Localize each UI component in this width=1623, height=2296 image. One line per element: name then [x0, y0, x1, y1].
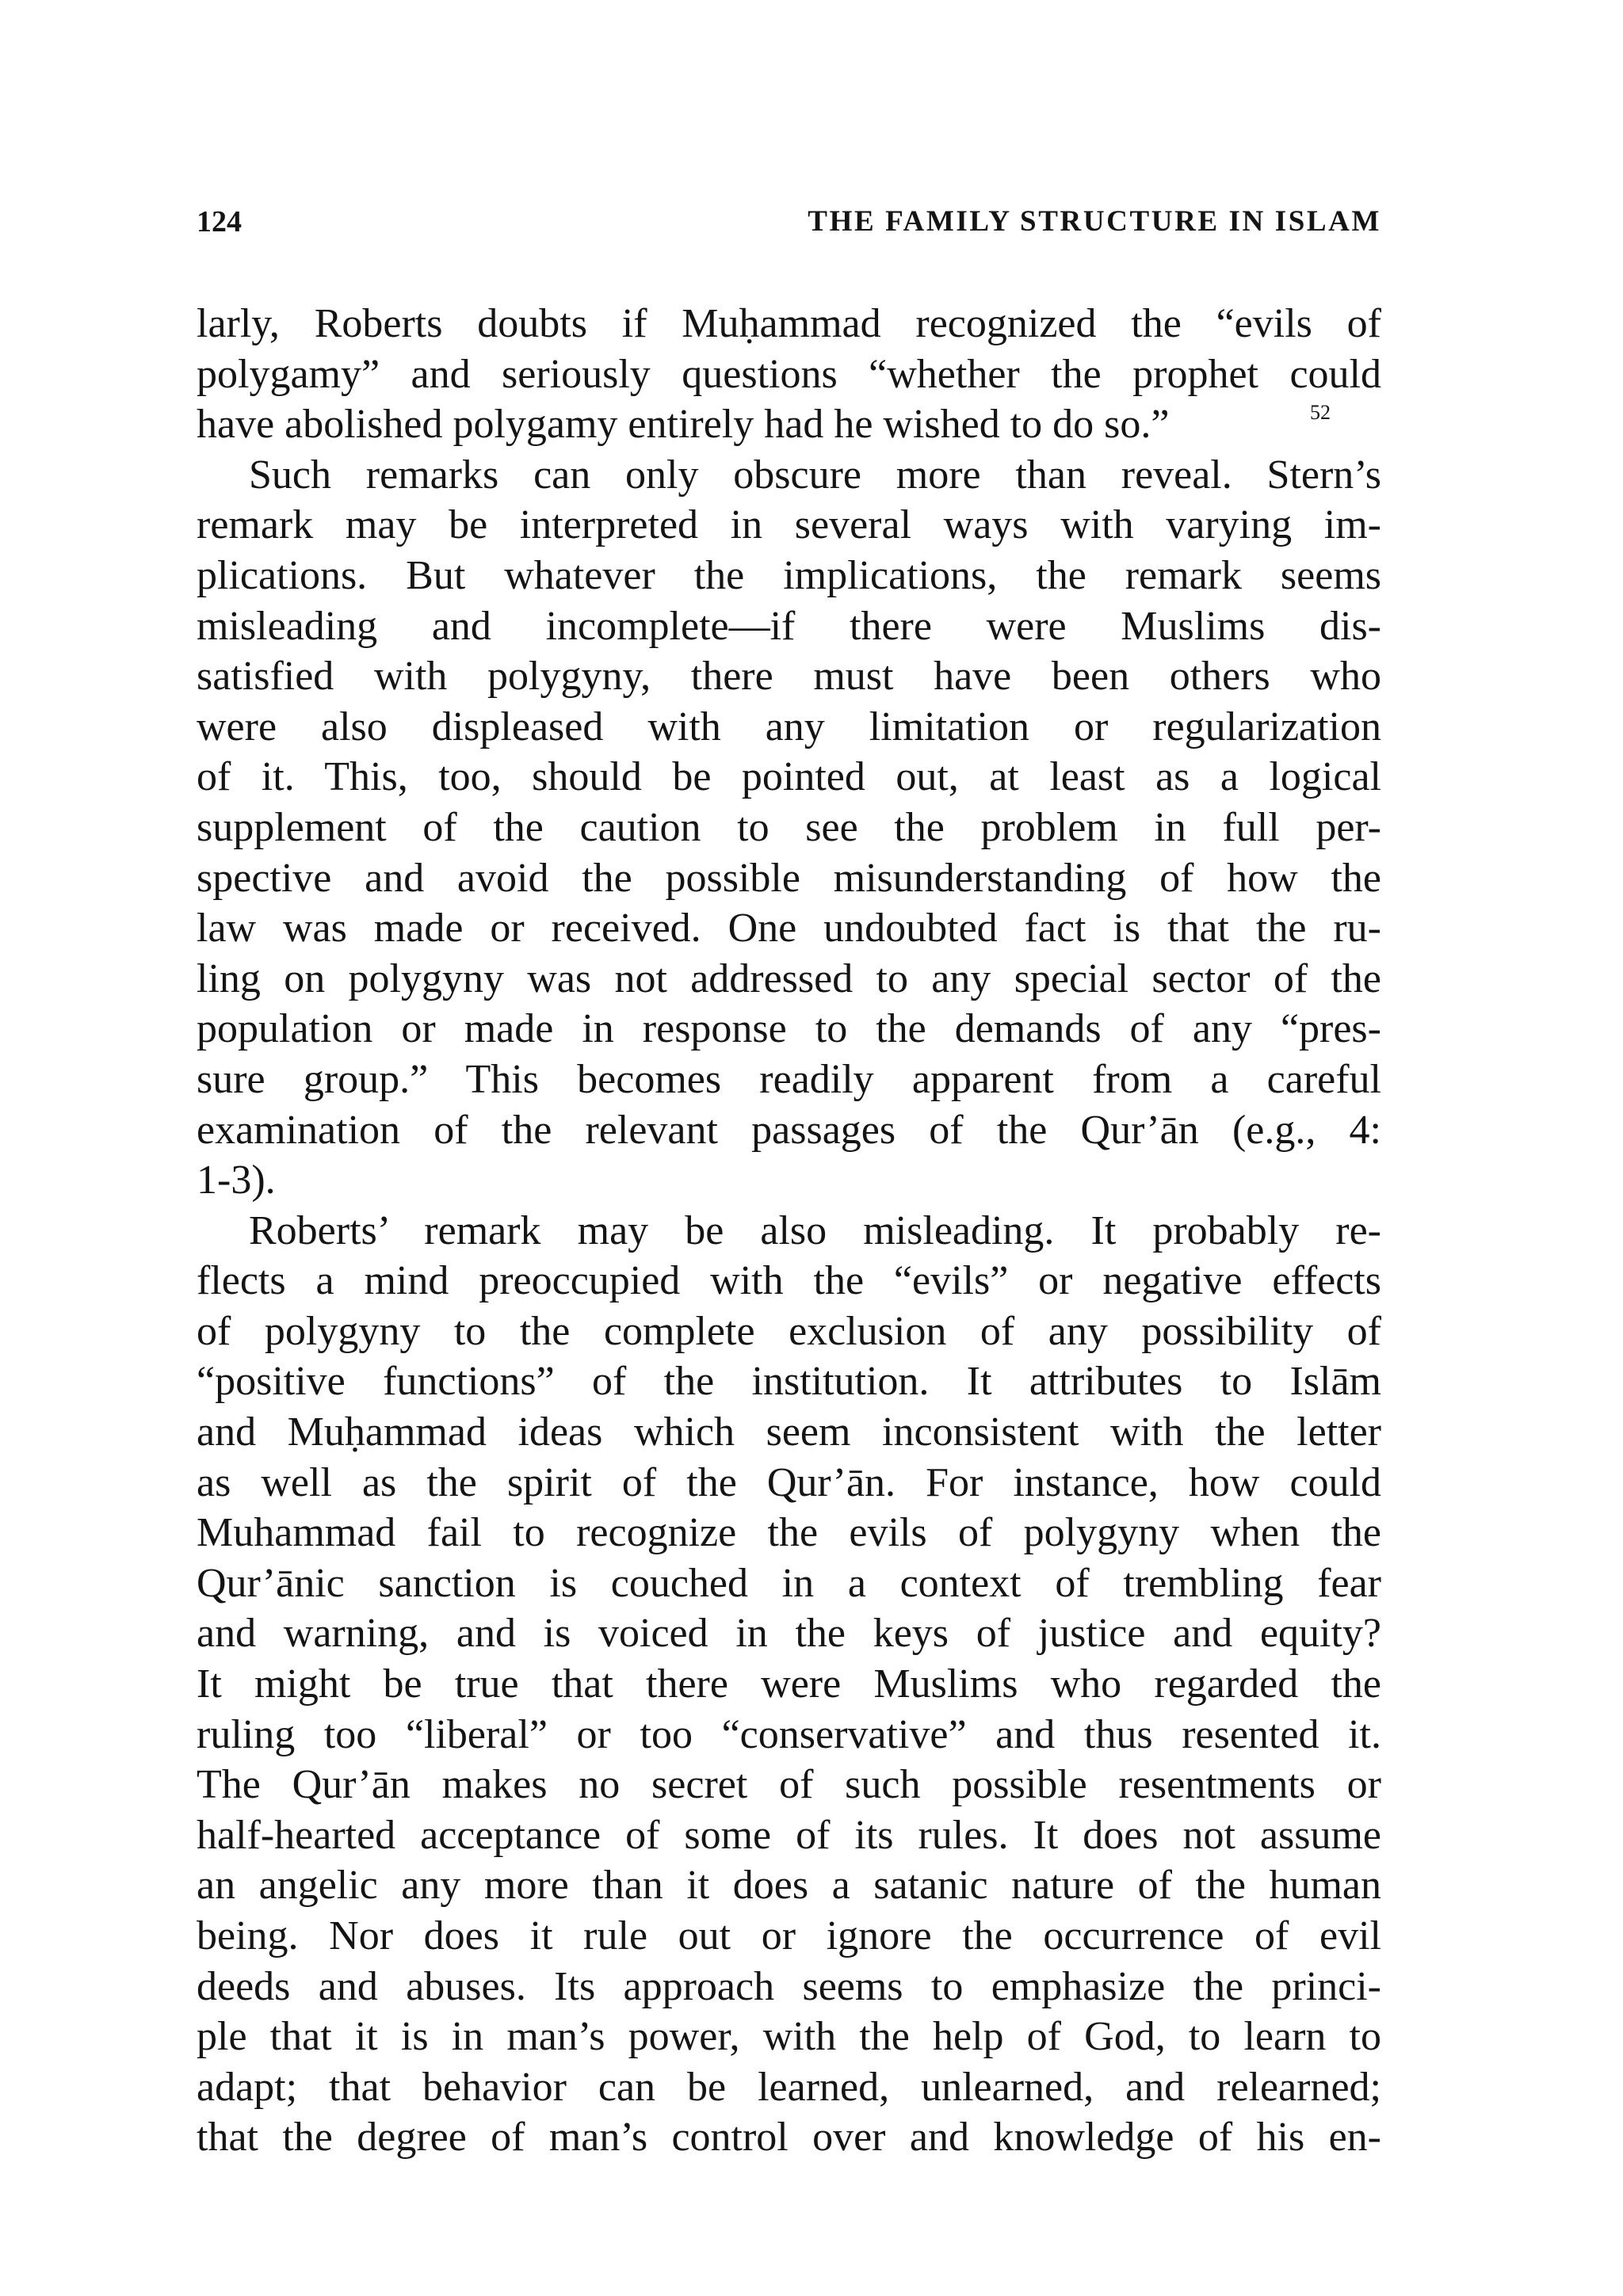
- page-number: 124: [197, 205, 242, 238]
- text-line: law was made or received. One undoubted fact is that the ru-: [197, 906, 1381, 952]
- text-line: supplement of the caution to see the problem in full per-: [197, 804, 1381, 850]
- text-line: have abolished polygamy entirely had he wished to do so.” 52: [197, 401, 1331, 448]
- text-line: flects a mind preoccupied with the “evils” or negative effects: [197, 1258, 1381, 1304]
- text-line: Muhammad fail to recognize the evils of polygyny when the: [197, 1510, 1381, 1556]
- text-line: misleading and incomplete—if there were Muslims dis-: [197, 603, 1381, 649]
- running-head: [197, 198, 1381, 246]
- text-line: that the degree of man’s control over and knowledge of his en-: [197, 2115, 1381, 2161]
- text-line: deeds and abuses. Its approach seems to emphasize the princi-: [197, 1963, 1381, 2009]
- text-line: and Muḥammad ideas which seem inconsistent with the letter: [197, 1409, 1381, 1455]
- text-line: ruling too “liberal” or too “conservative” and thus resented it.: [197, 1711, 1381, 1757]
- text-line: spective and avoid the possible misunderstanding of how the: [197, 855, 1381, 901]
- text-line: remark may be interpreted in several ways with varying im-: [197, 502, 1381, 548]
- text-line: satisfied with polygyny, there must have been others who: [197, 654, 1381, 700]
- text-line: sure group.” This becomes readily apparent from a careful: [197, 1056, 1381, 1102]
- body-text: [197, 299, 1381, 2163]
- text-line: as well as the spirit of the Qur’ān. For instance, how could: [197, 1459, 1381, 1505]
- text-line: plications. But whatever the implications, the remark seems: [197, 552, 1381, 598]
- text-line: ple that it is in man’s power, with the help of God, to learn to: [197, 2014, 1381, 2060]
- text-line: Roberts’ remark may be also misleading. It probably re-: [249, 1207, 1381, 1253]
- text-line: It might be true that there were Muslims who regarded the: [197, 1661, 1381, 1707]
- text-line: adapt; that behavior can be learned, unlearned, and relearned;: [197, 2064, 1381, 2110]
- footnote-reference: 52: [1310, 401, 1331, 425]
- running-title: THE FAMILY STRUCTURE IN ISLAM: [808, 205, 1381, 238]
- text-line: “positive functions” of the institution. It attributes to Islām: [197, 1359, 1381, 1405]
- text-line: an angelic any more than it does a satanic nature of the human: [197, 1863, 1381, 1909]
- text-line: Qur’ānic sanction is couched in a context of trembling fear: [197, 1560, 1381, 1606]
- text-line: being. Nor does it rule out or ignore the occurrence of evil: [197, 1913, 1381, 1958]
- text-line: polygamy” and seriously questions “whether the prophet could: [197, 351, 1381, 397]
- text-line: The Qur’ān makes no secret of such possible resentments or: [197, 1762, 1381, 1808]
- text-line: and warning, and is voiced in the keys of justice and equity?: [197, 1611, 1381, 1657]
- text-line: half-hearted acceptance of some of its rules. It does not assume: [197, 1812, 1381, 1858]
- text-line: examination of the relevant passages of the Qur’ān (e.g., 4:: [197, 1107, 1381, 1153]
- text-line: population or made in response to the demands of any “pres-: [197, 1006, 1381, 1052]
- text-line: ling on polygyny was not addressed to any special sector of the: [197, 955, 1381, 1001]
- text-line: were also displeased with any limitation or regularization: [197, 704, 1381, 749]
- text-line: of it. This, too, should be pointed out, at least as a logical: [197, 754, 1381, 800]
- text-line: larly, Roberts doubts if Muḥammad recognized the “evils of: [197, 301, 1381, 346]
- text-line: Such remarks can only obscure more than reveal. Stern’s: [249, 452, 1381, 498]
- text-line: of polygyny to the complete exclusion of any possibility of: [197, 1308, 1381, 1354]
- text-line: 1-3).: [197, 1158, 276, 1203]
